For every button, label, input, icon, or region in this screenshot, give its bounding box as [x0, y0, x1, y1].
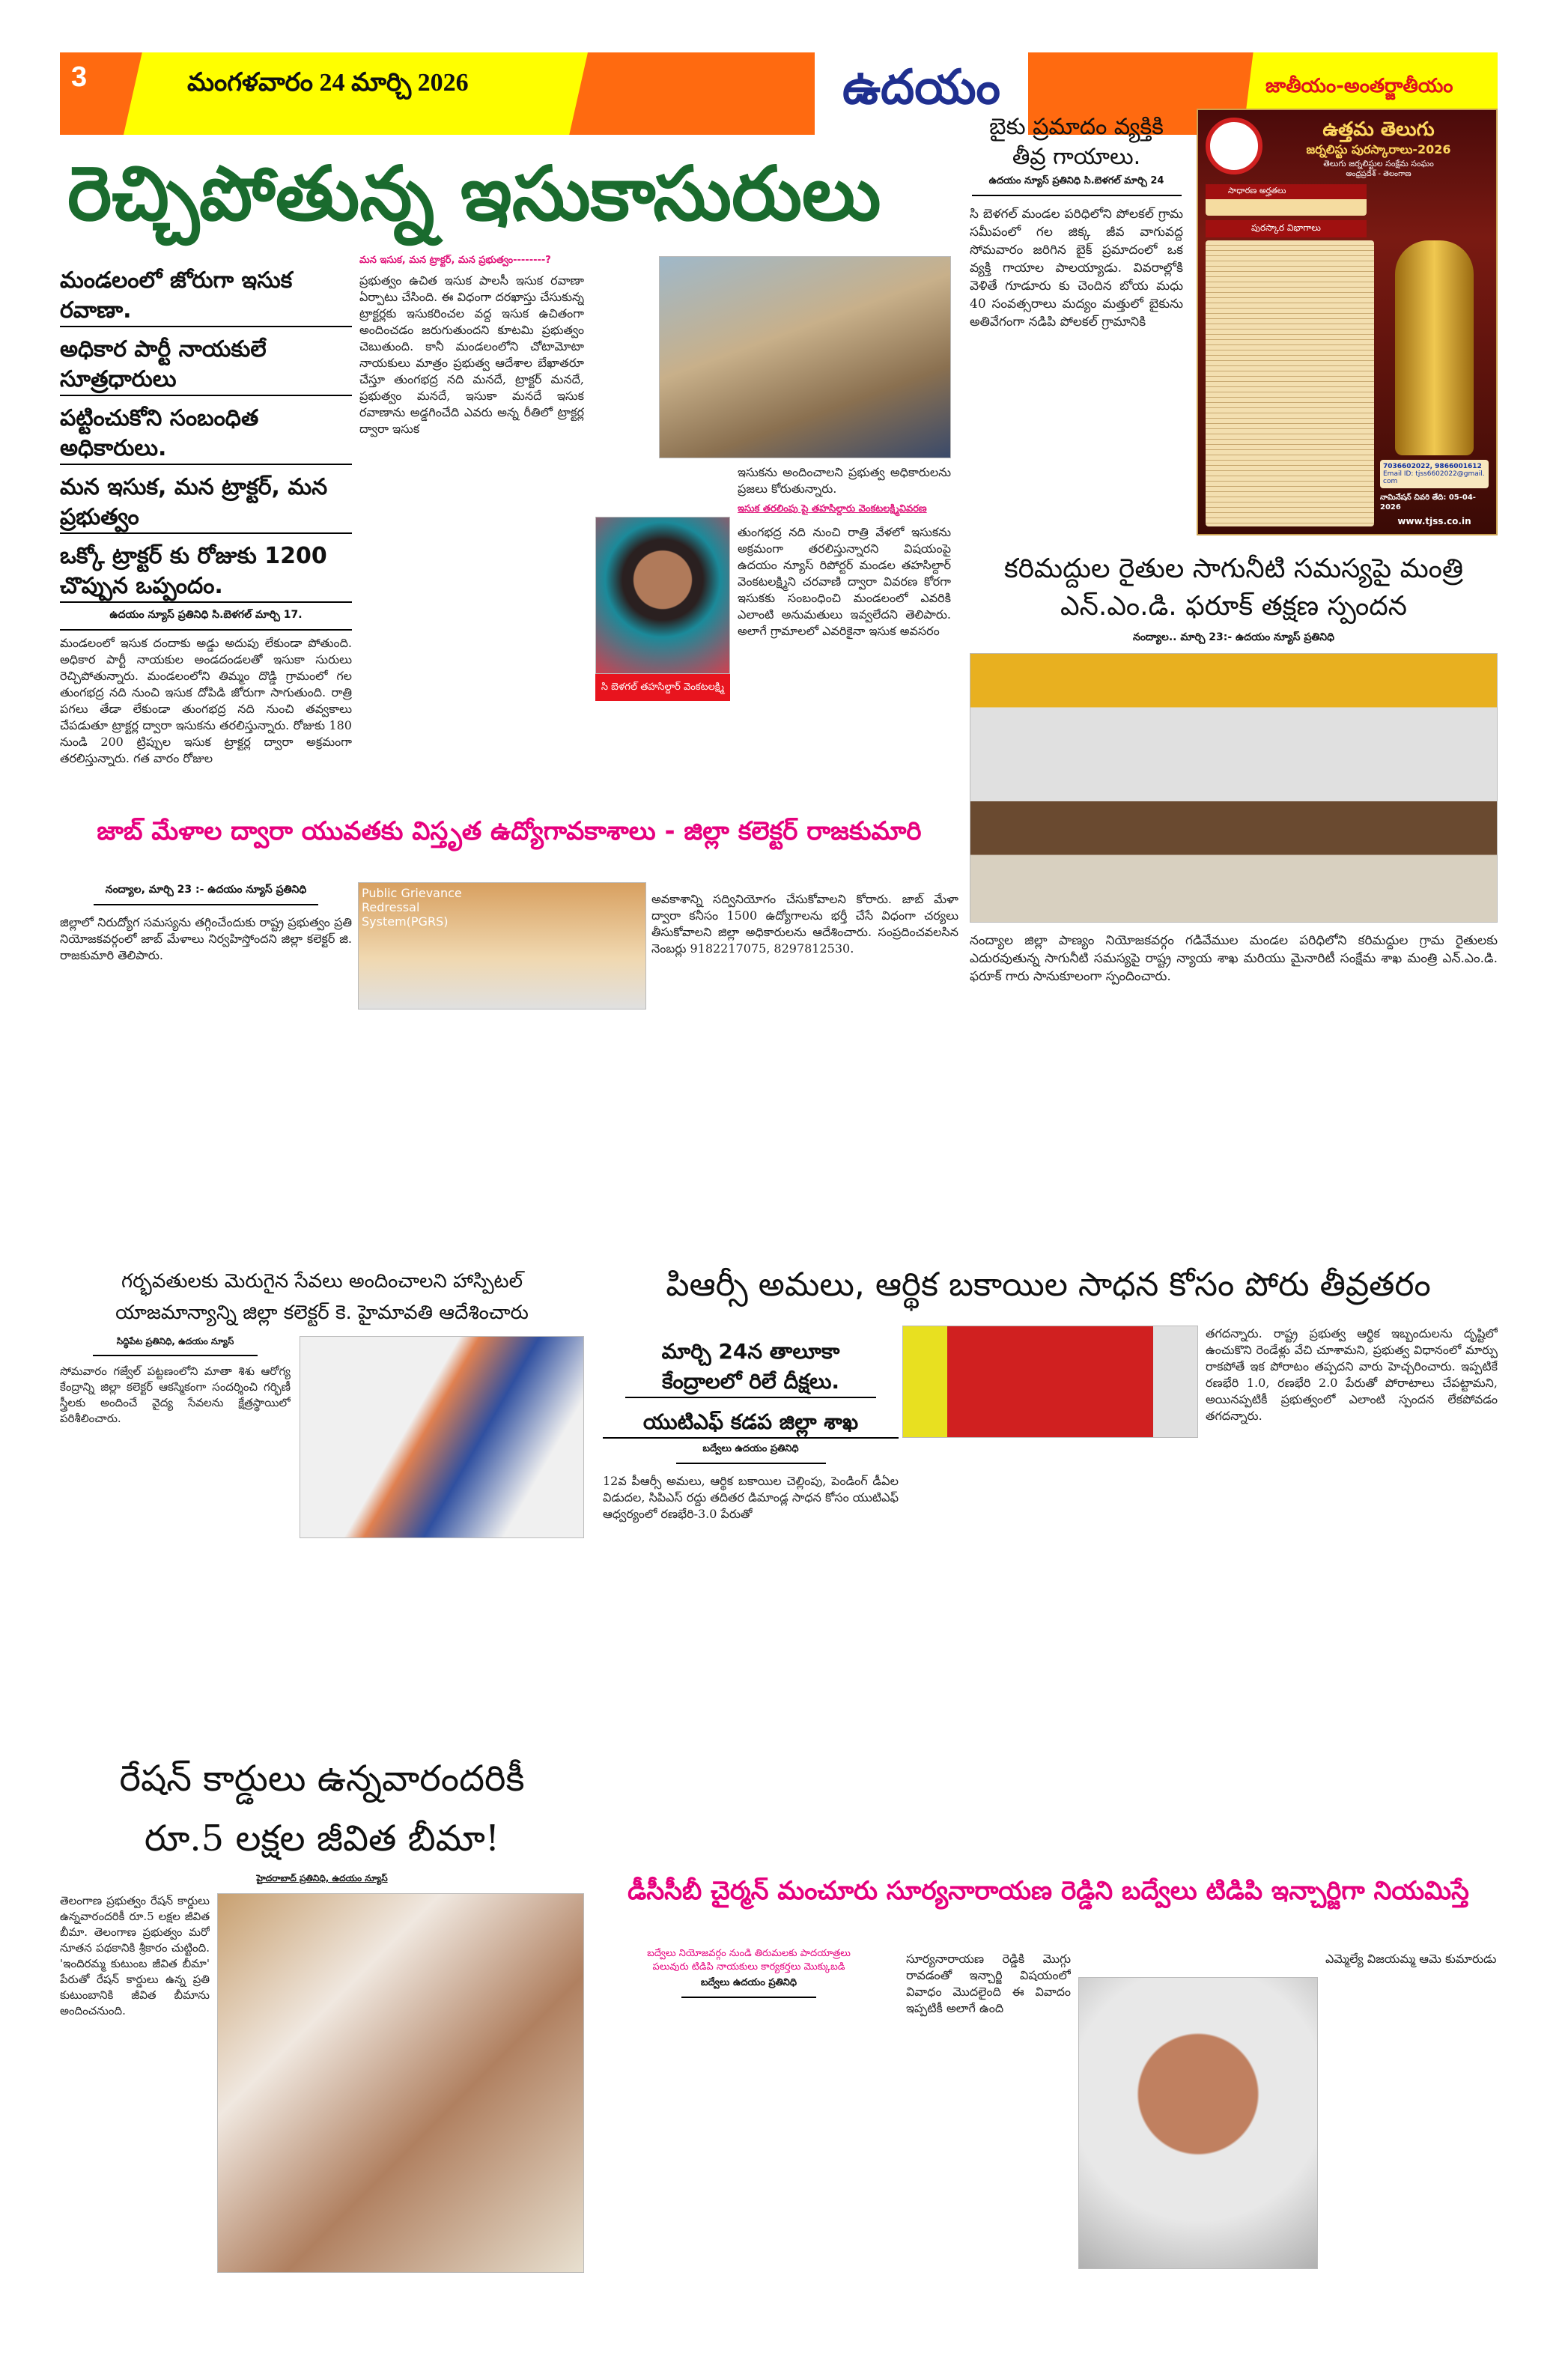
prc-body: 12వ పీఆర్సీ అమలు, ఆర్థిక బకాయిల చెల్లింపు, పెండింగ్ డీఏల విడుదల, సిపిఎస్ రద్దు తదితర డిమాండ్ల సాధన కోసం యుటిఎఫ్ ఆధ్వర్యంలో రణభేరి-3.0 పేరుతో	[603, 1474, 899, 1521]
ad-website[interactable]: www.tjss.co.in	[1397, 516, 1471, 526]
tahsildar-photo	[595, 517, 730, 674]
karimaddula-body: నంద్యాల జిల్లా పాణ్యం నియోజకవర్గం గడివేముల మండల పరిధిలోని కరిమద్దుల గ్రామ రైతులకు ఎదురవుతున్న సాగునీటి సమస్యపై రాష్ట్ర న్యాయ శాఖ మరియు మైనారిటీ సంక్షేమ శాఖ మంత్రి ఎన్.ఎం.డి. ఫరూక్ గారు సానుకూలంగా స్పందించారు.	[970, 933, 1498, 984]
ad-titles	[1268, 118, 1489, 180]
utf-column	[603, 1337, 899, 1846]
sand-body-col2	[359, 255, 584, 809]
photo-banner-text: Public Grievance Redressal System(PGRS)	[362, 886, 462, 929]
ad-eligibility	[1206, 184, 1367, 216]
ration-body: తెలంగాణ ప్రభుత్వం రేషన్ కార్డులు ఉన్నవారందరికీ రూ.5 లక్షల జీవిత బీమా. తెలంగాణ ప్రభుత్వం మరో నూతన పథకానికి శ్రీకారం చుట్టింది. 'ఇందిరమ్మ కుటుంబ జీవిత బీమా' పేరుతో రేషన్ కార్డులు ఉన్న ప్రతి కుటుంబానికి జీవిత బీమాను అందించనుంది.	[60, 1894, 210, 2018]
prc-subhead-2: యుటిఎఫ్ కడప జిల్లా శాఖ	[603, 1407, 899, 1439]
sand-body-4: తుంగభద్ర నది నుంచి రాత్రి వేళలో ఇసుకను అక్రమంగా తరలిస్తున్నారని విషయంపై ఉదయం న్యూస్ రిపోర్టర్ మండల తహసిల్దార్ వెంకటలక్ష్మిని చరవాణి ద్వారా వివరణ కోరగా ఇసుకకు సంబంధించి మండలంలో ఎవరికి ఎలాంటి అనుమతులు ఇవ్వలేదని తెలిపారు. అలాగే గ్రామాలలో ఎవరికైనా ఇసుక అవసరం	[738, 525, 951, 638]
bike-article	[970, 112, 1183, 550]
ad-top	[1206, 118, 1489, 180]
ration-headline: రేషన్ కార్డులు ఉన్నవారందరికీ రూ.5 లక్షల జీవిత బీమా!	[119, 1758, 525, 1859]
sand-headline: రెచ్చిపోతున్న ఇసుకాసురులు	[67, 150, 881, 237]
jobmela-byline: నంద్యాల, మార్చి 23 :- ఉదయం న్యూస్ ప్రతినిధి	[94, 884, 318, 905]
ad-title1: ఉత్తమ తెలుగు	[1322, 118, 1435, 141]
sand-body-1: మండలంలో ఇసుక దందాకు అడ్డు అదుపు లేకుండా పోతుంది. అధికార పార్టీ నాయకుల అండదండలతో ఇసుకా సురులు రెచ్చిపోతున్నారు. మండలంలోని తిమ్మం దొడ్డి గ్రామంలో గల తుంగభద్ర నది నుంచి ఇసుక దోపిడి జోరుగా సాగుతుంది. రాత్రి పగలు తేడా లేకుండా తుంగభద్ర నది నుంచి తవ్వకాలు చేపడుతూ ట్రాక్టర్ల ద్వారా ఇసుకను తరలిస్తున్నారు. రోజుకు 180 నుండి 200 ట్రిప్పుల ఇసుక ట్రాక్టర్ల ద్వారా అక్రమంగా తరలిస్తున్నారు. గత వారం రోజుల	[60, 636, 352, 765]
dccb-subhead-1: బద్వేలు నియోజవర్గం నుండి తిరుమలకు పాదయాత్రలు	[647, 1948, 851, 1959]
bike-body: సి బెళగల్ మండల పరిధిలోని పోలకల్ గ్రామ సమీపంలో గల జిక్క జీవ వాగువద్ద సోమవారం జరిగిన బైక్ ప్రమాదంలో ఒక వ్యక్తి గాయాల పాలయ్యాడు. వివరాల్లోకి వెళితే గూడూరు కు చెందిన బోయ మధు 40 సంవత్సరాలు మద్యం మత్తులో బైకును అతివేగంగా నడిపి పోలకల్ గ్రామానికి	[970, 207, 1183, 330]
dccb-subheads	[599, 1947, 899, 2269]
hospital-article	[60, 1266, 584, 1730]
trophy-icon	[1395, 240, 1474, 455]
ration-article	[60, 1749, 584, 2273]
hospital-row	[60, 1336, 584, 1730]
suryanarayana-reddy-photo	[1078, 1977, 1318, 2269]
hospital-byline: సిద్ధిపేట ప్రతినిధి, ఉదయం న్యూస్	[93, 1336, 258, 1356]
ad-deadline: నామినేషన్ చివరి తేది: 05-04-2026	[1380, 494, 1476, 511]
prc-subhead-1: మార్చి 24న తాలూకా కేంద్రాలలో రిలే దీక్షలు.	[625, 1337, 876, 1398]
prc-headline: పిఆర్సీ అమలు, ఆర్థిక బకాయిల సాధన కోసం పోరు తీవ్రతరం	[666, 1266, 1431, 1304]
pgrs-photo	[358, 882, 646, 1010]
subhead: మన ఇసుక, మన ట్రాక్టర్, మన ప్రభుత్వం	[60, 473, 352, 534]
karimaddula-byline: నంద్యాల.. మార్చి 23:- ఉదయం న్యూస్ ప్రతినిధి	[1133, 631, 1334, 643]
ad-categories-title: పురస్కార విభాగాలు	[1206, 220, 1367, 237]
ad-right	[1380, 240, 1489, 526]
ad-states: ఆంధ్రప్రదేశ్ - తెలంగాణ	[1346, 170, 1411, 178]
subhead: ఒక్కో ట్రాక్టర్ కు రోజుకు 1200 చొప్పున ఒప్పందం.	[60, 541, 352, 603]
jobmela-headline: జాబ్ మేళాల ద్వారా యువతకు విస్తృత ఉద్యోగావకాశాలు - జిల్లా కలెక్టర్ రాజకుమారి	[97, 816, 922, 846]
ration-row	[60, 1893, 584, 2273]
ad-logo-seal	[1206, 118, 1262, 174]
ration-cards-photo	[217, 1893, 584, 2273]
jobmela-body-right: అవకాశాన్ని సద్వినియోగం చేసుకోవాలని కోరారు. జాబ్ మేళా ద్వారా కనీసం 1500 ఉద్యోగాలను భర్తీ చేసే విధంగా చర్యలు తీసుకోవాలని జిల్లా అధికారులను ఆదేశించారు. సంప్రదించవలసిన నెంబర్లు 9182217075, 8297812530.	[651, 892, 958, 956]
prc-body-right: తగదన్నారు. రాష్ట్ర ప్రభుత్వ ఆర్థిక ఇబ్బందులను దృష్టిలో ఉంచుకొని రెండేళ్లు వేచి చూశామని, ప్రభుత్వ విధానంలో మార్పు రాకపోతే ఇక పోరాటం తప్పదని వారు హెచ్చరించారు. ఇప్పటికే రణభేరి 1.0, రణభేరి 2.0 పేరుతో పోరాటాలు చేపట్టామని, అయినప్పటికీ ప్రభుత్వంలో ఎలాంటి స్పందన లేకపోవడం తగదన్నారు.	[1206, 1326, 1498, 1423]
page-number: 3	[71, 61, 88, 93]
karimaddula-headline: కరిమద్దుల రైతుల సాగునీటి సమస్యపై మంత్రి ఎన్.ఎం.డి. ఫరూక్ తక్షణ స్పందన	[1003, 553, 1464, 622]
date: మంగళవారం 24 మార్చి 2026	[187, 69, 469, 97]
sand-tractor-photo	[659, 256, 951, 458]
photo-caption: సి బెళగల్ తహసిల్దార్ వెంకటలక్ష్మి	[595, 674, 730, 701]
ad-org: తెలుగు జర్నలిస్టుల సంక్షేమ సంఘం	[1323, 159, 1434, 169]
ad-email: Email ID: tjss6602022@gmail.com	[1383, 470, 1485, 485]
hospital-text	[60, 1336, 291, 1730]
prc-byline: బద్వేలు ఉదయం ప్రతినిధి	[676, 1443, 826, 1464]
subhead: అధికార పార్టీ నాయకులే సూత్రధారులు	[60, 335, 352, 396]
sand-byline: ఉదయం న్యూస్ ప్రతినిధి సి.బెళగల్ మార్చి 17.	[60, 609, 352, 631]
hospital-body: సోమవారం గజ్వేల్ పట్టణంలోని మాతా శిశు ఆరోగ్య కేంద్రాన్ని జిల్లా కలెక్టర్ ఆకస్మికంగా సందర్శించి గర్భిణీ స్త్రీలకు అందించే వైద్య సేవలను క్షేత్రస్థాయిలో పరిశీలించారు.	[60, 1364, 291, 1425]
dccb-byline: బద్వేలు ఉదయం ప్రతినిధి	[681, 1977, 816, 1998]
karimaddula-article	[970, 550, 1498, 1232]
ration-byline: హైదరాబాద్ ప్రతినిధి, ఉదయం న్యూస్	[256, 1873, 388, 1883]
sand-left-column	[60, 266, 352, 809]
ad-eligibility-title: సాధారణ అర్హతలు	[1206, 184, 1367, 199]
ad-lower	[1206, 240, 1489, 526]
subhead: మండలంలో జోరుగా ఇసుక రవాణా.	[60, 266, 352, 327]
ad-categories-list	[1206, 240, 1374, 526]
ad-contact	[1380, 460, 1489, 488]
ad-title2: జర్నలిస్టు పురస్కారాలు-2026	[1306, 142, 1451, 157]
dccb-body-mid: సూర్యనారాయణ రెడ్డికి మొగ్గు రావడంతో ఇన్చార్జి విషయంలో వివాధం మొదలైంది ఈ వివాదం ఇప్పటికీ అలాగే ఉంది	[906, 1952, 1071, 2015]
red-subhead: ఇసుక తరలింపు పై తహసిల్దారు వెంకటలక్ష్మివివరణ	[738, 503, 927, 514]
dccb-headline: డీసీసీబీ చైర్మన్ మంచూరు సూర్యనారాయణ రెడ్డిని బద్వేలు టిడిపి ఇన్చార్జిగా నియమిస్తే	[627, 1876, 1469, 1906]
jobmela-left-column	[60, 884, 352, 1232]
karimaddula-photo	[970, 653, 1498, 923]
sand-body-2: ప్రభుత్వం ఉచిత ఇసుక పాలసీ ఇసుక రవాణా ఏర్పాటు చేసింది. ఈ విధంగా దరఖాస్తు చేసుకున్న ట్రాక్టర్లకు ఇసుకరించల వద్ద ఇసుక ఉచితంగా అందించడం జరుగుతుందని కూటమి ప్రభుత్వం చెబుతుంది. కానీ మండలంలోని చోటామోటా నాయకులు మాత్రం ప్రభుత్వ ఆదేశాల బేఖాతరూ చేస్తూ తుంగభద్ర నది మనదే, ట్రాక్టర్ మనదే, ప్రభుత్వం మనదే, ఇసుకా మనదే ఇసుక రవాణాను అడ్డగించేది ఎవరు అన్న రీతిలో ట్రాక్టర్ల ద్వారా ఇసుక	[359, 273, 584, 436]
hospital-photo	[300, 1336, 584, 1538]
red-subhead: మన ఇసుక, మన ట్రాక్టర్, మన ప్రభుత్వం--------?	[359, 255, 551, 266]
section-label: జాతీయం-అంతర్జాతీయం	[1265, 75, 1453, 97]
dccb-subhead-2: పలువురు టిడిపి నాయకులు కార్యకర్తలు మొక్కుబడి	[652, 1961, 845, 1973]
sand-body-3: ఇసుకను అందించాలని ప్రభుత్వ అధికారులను ప్రజలు కోరుతున్నారు.	[738, 465, 951, 496]
bike-byline: ఉదయం న్యూస్ ప్రతినిధి సి.బెళగల్ మార్చి 24	[972, 175, 1182, 196]
journalist-awards-ad[interactable]	[1197, 109, 1498, 535]
ad-phone: 7036602022, 9866001612	[1383, 463, 1482, 470]
bike-headline: బైకు ప్రమాదం వ్యక్తికి తీవ్ర గాయాలు.	[989, 114, 1164, 170]
utf-meeting-photo	[902, 1326, 1198, 1438]
jobmela-body-left: జిల్లాలో నిరుద్యోగ సమస్యను తగ్గించేందుకు రాష్ట్ర ప్రభుత్వం ప్రతి నియోజకవర్గంలో జాబ్ మేళాలు నిర్వహిస్తోందని జిల్లా కలెక్టర్ జి. రాజకుమారి తెలిపారు.	[60, 915, 352, 962]
sand-body-col3	[738, 464, 951, 809]
dccb-body-right: ఎమ్మెల్యే విజయమ్మ ఆమె కుమారుడు	[1325, 1952, 1497, 1966]
sand-subheads	[60, 266, 352, 609]
logo-text: ఉదయం	[842, 60, 1000, 115]
subhead: పట్టించుకోని సంబంధిత అధికారులు.	[60, 404, 352, 465]
hospital-headline: గర్భవతులకు మెరుగైన సేవలు అందించాలని హాస్పిటల్ యాజమాన్యాన్ని జిల్లా కలెక్టర్ కె. హైమావతి ఆదేశించారు	[115, 1270, 529, 1324]
